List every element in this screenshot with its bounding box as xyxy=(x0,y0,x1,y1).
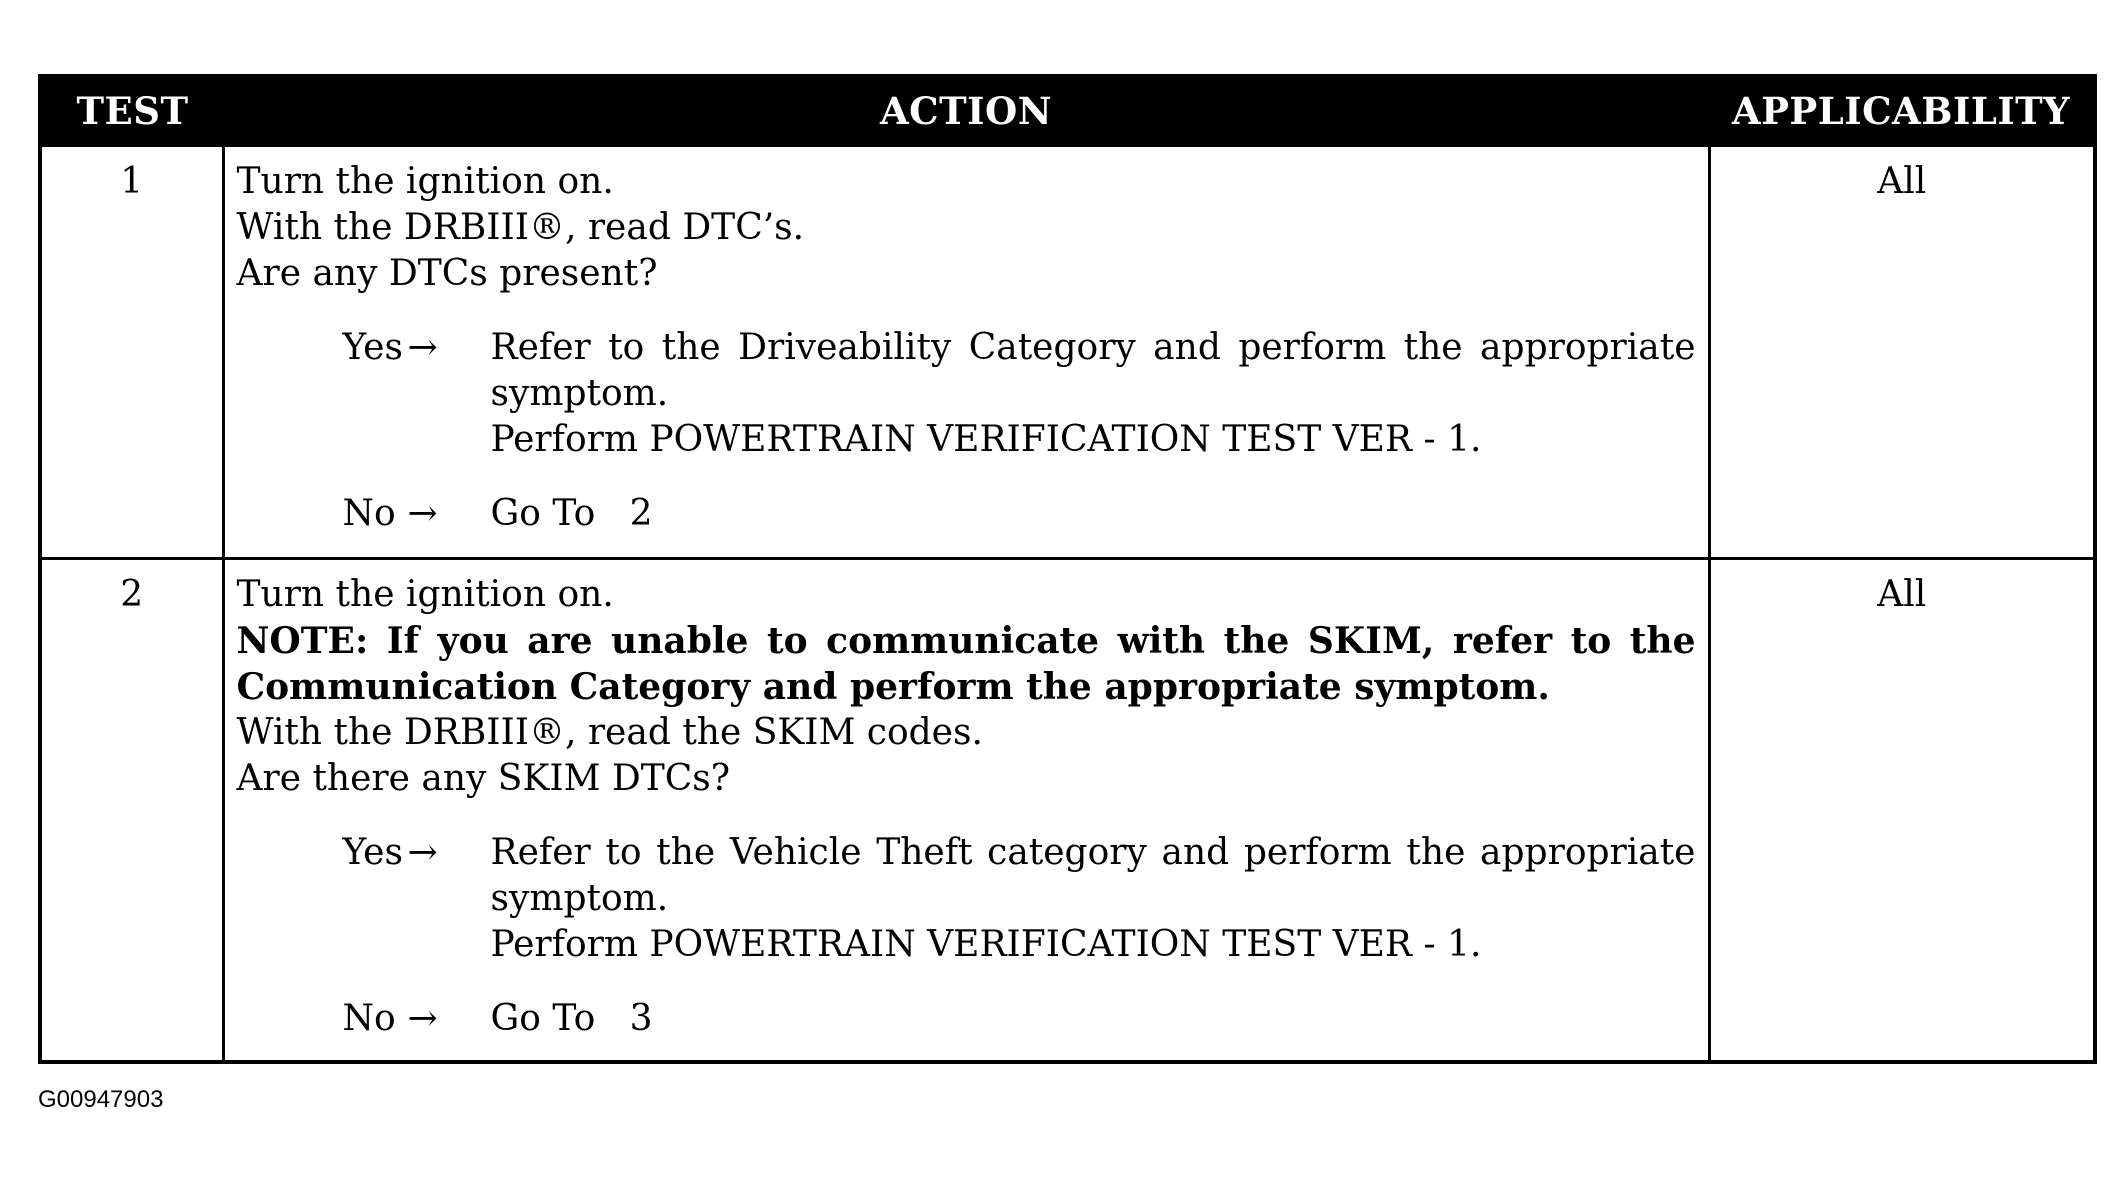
no-result: Go To 3 xyxy=(490,998,653,1039)
yes-branch xyxy=(237,830,1696,968)
no-branch xyxy=(237,491,1696,537)
no-label: No xyxy=(342,493,396,534)
note-line: NOTE: If you are unable to communicate with the SKIM, refer to the xyxy=(236,620,1696,662)
header-action: ACTION xyxy=(223,76,1709,146)
applicability-value: All xyxy=(1709,146,2095,559)
table-header-row xyxy=(40,76,2095,146)
figure-id: G00947903 xyxy=(38,1086,164,1113)
action-cell xyxy=(223,559,1709,1062)
header-applicability: APPLICABILITY xyxy=(1709,76,2095,146)
result-line: symptom. xyxy=(490,878,669,919)
action-line: With the DRBIII®, read the SKIM codes. xyxy=(236,712,983,753)
arrow-icon: → xyxy=(407,998,438,1039)
arrow-icon: → xyxy=(407,493,438,534)
arrow-icon: → xyxy=(407,327,438,368)
test-number: 1 xyxy=(40,146,223,559)
result-line: Refer to the Vehicle Theft category and perform the appropriate xyxy=(490,832,1696,873)
test-number: 2 xyxy=(40,559,223,1062)
yes-result xyxy=(469,325,1696,463)
no-label: No xyxy=(342,998,396,1039)
action-line: Are any DTCs present? xyxy=(236,253,658,294)
result-line: symptom. xyxy=(490,373,669,414)
yes-result xyxy=(469,830,1696,968)
yes-label: Yes xyxy=(342,327,403,368)
no-branch xyxy=(237,996,1696,1042)
note-line: Communication Category and perform the appropriate symptom. xyxy=(236,666,1550,708)
applicability-value: All xyxy=(1709,559,2095,1062)
action-line: Turn the ignition on. xyxy=(236,161,614,202)
header-test: TEST xyxy=(40,76,223,146)
result-line: Perform POWERTRAIN VERIFICATION TEST VER - 1. xyxy=(490,419,1482,460)
result-line: Perform POWERTRAIN VERIFICATION TEST VER - 1. xyxy=(490,924,1482,965)
diagnostic-test-table xyxy=(38,74,2097,1064)
action-line: Are there any SKIM DTCs? xyxy=(236,758,731,799)
action-cell xyxy=(223,146,1709,559)
action-line: With the DRBIII®, read DTC’s. xyxy=(236,207,805,248)
arrow-icon: → xyxy=(407,832,438,873)
table-row xyxy=(40,559,2095,1062)
result-line: Refer to the Driveability Category and perform the appropriate xyxy=(490,327,1696,368)
yes-label: Yes xyxy=(342,832,403,873)
yes-branch xyxy=(237,325,1696,463)
note-text xyxy=(237,618,1696,710)
no-result: Go To 2 xyxy=(490,493,653,534)
action-line: Turn the ignition on. xyxy=(236,574,614,615)
table-row xyxy=(40,146,2095,559)
